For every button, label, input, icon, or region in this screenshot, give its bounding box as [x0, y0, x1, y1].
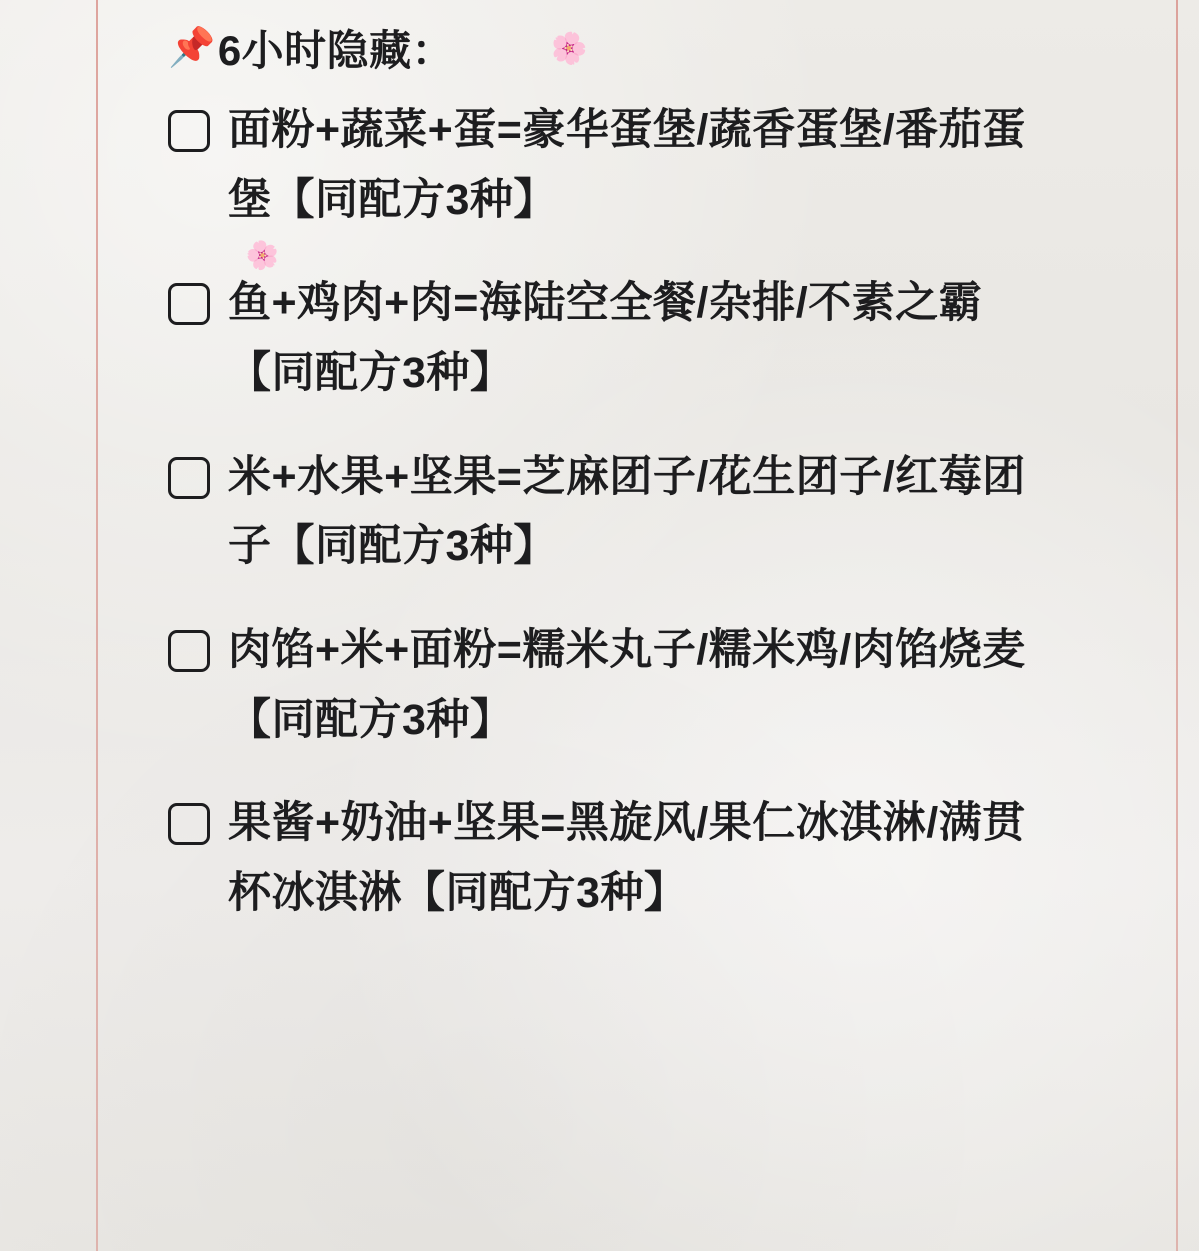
- checkbox-0[interactable]: [168, 110, 210, 152]
- checkbox-3[interactable]: [168, 630, 210, 672]
- checkbox-1[interactable]: [168, 283, 210, 325]
- list-item-label: 果酱+奶油+坚果=黑旋风/果仁冰淇淋/满贯杯冰淇淋【同配方3种】: [228, 799, 1026, 917]
- list-item[interactable]: [168, 789, 1048, 928]
- list-item[interactable]: [168, 616, 1048, 755]
- page-title: [168, 0, 1048, 96]
- pushpin-icon: 📌: [168, 27, 216, 69]
- list-item-label: 鱼+鸡肉+肉=海陆空全餐/杂排/不素之霸【同配方3种】: [228, 279, 983, 397]
- list-item[interactable]: [168, 236, 1048, 408]
- page-title-text: 6小时隐藏：: [217, 27, 455, 74]
- checkbox-4[interactable]: [168, 803, 210, 845]
- page-rule-right: [1176, 0, 1178, 1251]
- list-item-label: 肉馅+米+面粉=糯米丸子/糯米鸡/肉馅烧麦【同配方3种】: [228, 625, 1026, 744]
- note-content: [168, 0, 1048, 1251]
- petal-icon: 🌸: [546, 26, 593, 70]
- list-item[interactable]: [168, 96, 1048, 235]
- checkbox-2[interactable]: [168, 457, 210, 499]
- list-item-label: 米+水果+坚果=芝麻团子/花生团子/红莓团子【同配方3种】: [228, 452, 1026, 571]
- recipe-checklist: [168, 96, 1048, 929]
- page-rule-left: [96, 0, 98, 1251]
- list-item[interactable]: [168, 443, 1048, 582]
- petal-icon: 🌸: [242, 236, 283, 275]
- list-item-label: 面粉+蔬菜+蛋=豪华蛋堡/蔬香蛋堡/番茄蛋堡【同配方3种】: [228, 106, 1026, 224]
